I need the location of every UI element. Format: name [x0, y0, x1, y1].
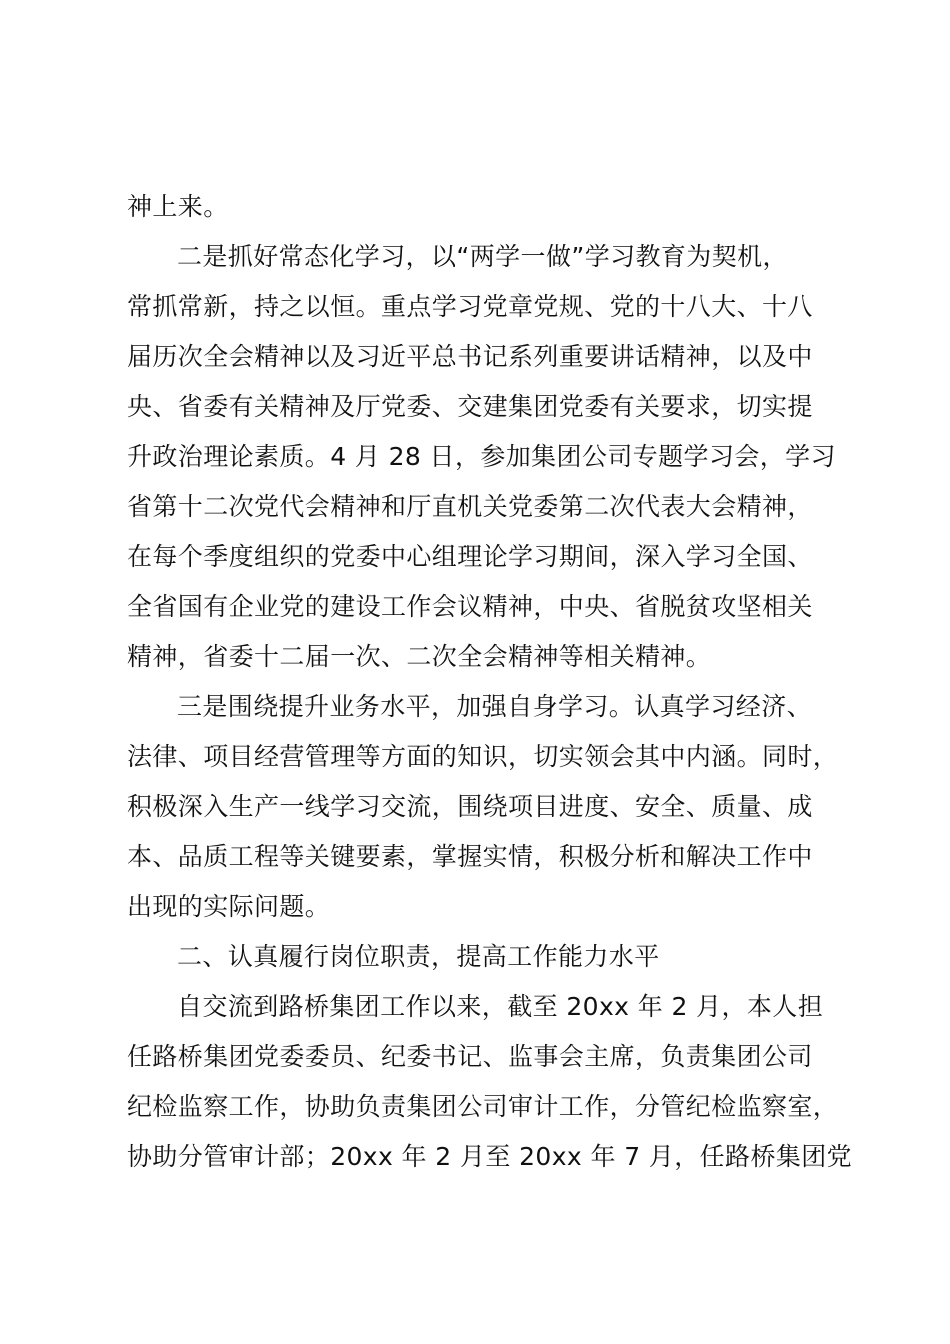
text-line: 在每个季度组织的党委中心组理论学习期间，深入学习全国、: [127, 542, 813, 571]
text-line: 央、省委有关精神及厅党委、交建集团党委有关要求，切实提: [127, 392, 813, 421]
paragraph-first-line: 自交流到路桥集团工作以来，截至 20xx 年 2 月，本人担: [177, 992, 824, 1021]
paragraph-first-line: 三是围绕提升业务水平，加强自身学习。认真学习经济、: [177, 692, 813, 721]
text-line: 省第十二次党代会精神和厅直机关党委第二次代表大会精神，: [127, 492, 813, 521]
paragraph-first-line: 二是抓好常态化学习，以“两学一做”学习教育为契机，: [177, 242, 788, 271]
text-line: 任路桥集团党委委员、纪委书记、监事会主席，负责集团公司: [127, 1042, 813, 1071]
text-line: 协助分管审计部；20xx 年 2 月至 20xx 年 7 月，任路桥集团党: [127, 1142, 853, 1171]
text-line: 常抓常新，持之以恒。重点学习党章党规、党的十八大、十八: [127, 292, 813, 321]
text-line: 法律、项目经营管理等方面的知识，切实领会其中内涵。同时，: [127, 742, 839, 771]
text-line: 纪检监察工作，协助负责集团公司审计工作，分管纪检监察室，: [127, 1092, 839, 1121]
text-line: 神上来。: [127, 192, 229, 221]
text-line: 积极深入生产一线学习交流，围绕项目进度、安全、质量、成: [127, 792, 813, 821]
text-line: 精神，省委十二届一次、二次全会精神等相关精神。: [127, 642, 712, 671]
text-line: 升政治理论素质。4 月 28 日，参加集团公司专题学习会，学习: [127, 442, 836, 471]
text-line: 全省国有企业党的建设工作会议精神，中央、省脱贫攻坚相关: [127, 592, 813, 621]
text-line: 届历次全会精神以及习近平总书记系列重要讲话精神，以及中: [127, 342, 813, 371]
text-line: 出现的实际问题。: [127, 892, 331, 921]
text-line: 本、品质工程等关键要素，掌握实情，积极分析和解决工作中: [127, 842, 813, 871]
section-heading: 二、认真履行岗位职责，提高工作能力水平: [177, 942, 660, 971]
